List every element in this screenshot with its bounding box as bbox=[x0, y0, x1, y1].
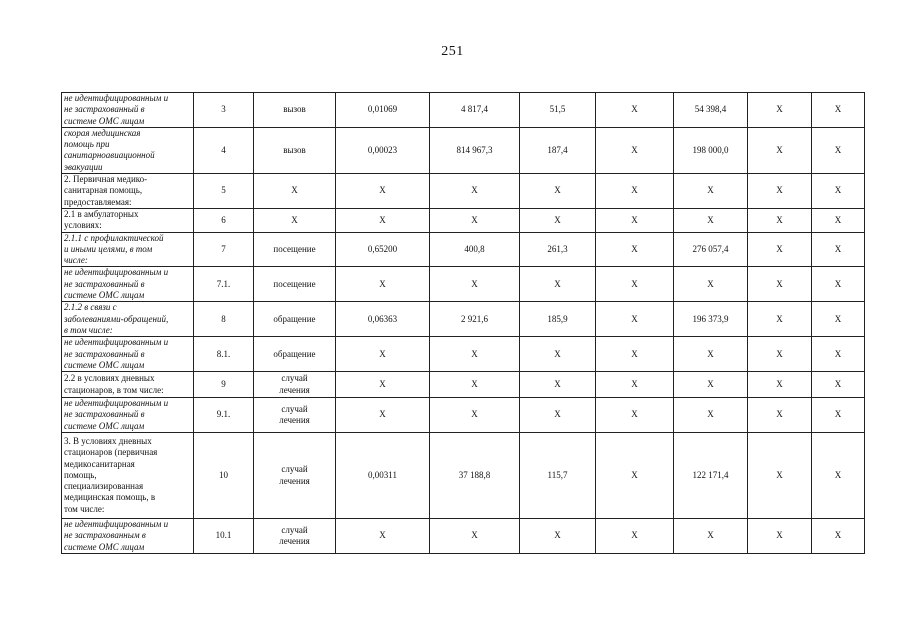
extra-cell-1: X bbox=[748, 372, 812, 398]
per-capita-cell: 187,4 bbox=[520, 127, 596, 173]
budget-cell: X bbox=[596, 174, 674, 209]
volume-cell: X bbox=[336, 174, 430, 209]
unit-cell: вызов bbox=[254, 93, 336, 128]
table-row bbox=[62, 433, 865, 519]
table-row bbox=[62, 232, 865, 267]
extra-cell-2: X bbox=[812, 267, 865, 302]
cost-cell: X bbox=[430, 174, 520, 209]
budget-cell: X bbox=[596, 337, 674, 372]
per-capita-cell: X bbox=[520, 372, 596, 398]
budget-cell: X bbox=[596, 398, 674, 433]
row-number-cell: 5 bbox=[194, 174, 254, 209]
volume-cell: 0,01069 bbox=[336, 93, 430, 128]
table-row bbox=[62, 372, 865, 398]
per-capita-cell: 115,7 bbox=[520, 433, 596, 519]
oms-cost-cell: X bbox=[674, 208, 748, 232]
row-label-cell: 2.1 в амбулаторных условиях: bbox=[62, 208, 194, 232]
row-label-cell: не идентифицированным и не застрахованный в системе ОМС лицам bbox=[62, 93, 194, 128]
budget-cell: X bbox=[596, 93, 674, 128]
cost-cell: 4 817,4 bbox=[430, 93, 520, 128]
per-capita-cell: 51,5 bbox=[520, 93, 596, 128]
oms-cost-cell: 276 057,4 bbox=[674, 232, 748, 267]
row-label-cell: 2. Первичная медико- санитарная помощь, предоставляемая: bbox=[62, 174, 194, 209]
oms-cost-cell: X bbox=[674, 174, 748, 209]
cost-cell: X bbox=[430, 267, 520, 302]
extra-cell-2: X bbox=[812, 433, 865, 519]
cost-cell: 814 967,3 bbox=[430, 127, 520, 173]
table-row bbox=[62, 398, 865, 433]
extra-cell-1: X bbox=[748, 433, 812, 519]
unit-cell: X bbox=[254, 208, 336, 232]
per-capita-cell: X bbox=[520, 174, 596, 209]
unit-cell: обращение bbox=[254, 302, 336, 337]
extra-cell-2: X bbox=[812, 93, 865, 128]
extra-cell-2: X bbox=[812, 174, 865, 209]
budget-cell: X bbox=[596, 208, 674, 232]
row-label-cell: 3. В условиях дневных стационаров (первичная медикосанитарная помощь, специализированная медицинская помощь, в том числе: bbox=[62, 433, 194, 519]
unit-cell: X bbox=[254, 174, 336, 209]
table-row bbox=[62, 208, 865, 232]
row-number-cell: 10.1 bbox=[194, 519, 254, 554]
row-label-cell: не идентифицированным и не застрахованным в системе ОМС лицам bbox=[62, 519, 194, 554]
table-row bbox=[62, 267, 865, 302]
cost-cell: 400,8 bbox=[430, 232, 520, 267]
oms-cost-cell: X bbox=[674, 267, 748, 302]
table-row bbox=[62, 174, 865, 209]
extra-cell-2: X bbox=[812, 232, 865, 267]
row-label-cell: не идентифицированным и не застрахованный в системе ОМС лицам bbox=[62, 267, 194, 302]
volume-cell: 0,00311 bbox=[336, 433, 430, 519]
table-row bbox=[62, 93, 865, 128]
oms-cost-cell: X bbox=[674, 372, 748, 398]
volume-cell: 0,65200 bbox=[336, 232, 430, 267]
extra-cell-2: X bbox=[812, 372, 865, 398]
row-label-cell: не идентифицированным и не застрахованный в системе ОМС лицам bbox=[62, 398, 194, 433]
per-capita-cell: X bbox=[520, 337, 596, 372]
extra-cell-2: X bbox=[812, 519, 865, 554]
budget-cell: X bbox=[596, 127, 674, 173]
extra-cell-2: X bbox=[812, 337, 865, 372]
per-capita-cell: 261,3 bbox=[520, 232, 596, 267]
per-capita-cell: X bbox=[520, 398, 596, 433]
row-number-cell: 7.1. bbox=[194, 267, 254, 302]
cost-cell: X bbox=[430, 337, 520, 372]
extra-cell-2: X bbox=[812, 398, 865, 433]
unit-cell: посещение bbox=[254, 232, 336, 267]
row-number-cell: 10 bbox=[194, 433, 254, 519]
table-row bbox=[62, 337, 865, 372]
per-capita-cell: X bbox=[520, 519, 596, 554]
table-row bbox=[62, 302, 865, 337]
per-capita-cell: 185,9 bbox=[520, 302, 596, 337]
per-capita-cell: X bbox=[520, 208, 596, 232]
tariff-table bbox=[61, 92, 865, 554]
row-label-cell: не идентифицированным и не застрахованный в системе ОМС лицам bbox=[62, 337, 194, 372]
table-row bbox=[62, 519, 865, 554]
extra-cell-1: X bbox=[748, 267, 812, 302]
unit-cell: случай лечения bbox=[254, 398, 336, 433]
table-body bbox=[62, 93, 865, 554]
unit-cell: случай лечения bbox=[254, 433, 336, 519]
oms-cost-cell: 54 398,4 bbox=[674, 93, 748, 128]
extra-cell-1: X bbox=[748, 127, 812, 173]
cost-cell: 2 921,6 bbox=[430, 302, 520, 337]
cost-cell: X bbox=[430, 398, 520, 433]
row-number-cell: 7 bbox=[194, 232, 254, 267]
oms-cost-cell: X bbox=[674, 337, 748, 372]
extra-cell-1: X bbox=[748, 232, 812, 267]
volume-cell: 0,00023 bbox=[336, 127, 430, 173]
cost-cell: X bbox=[430, 519, 520, 554]
unit-cell: случай лечения bbox=[254, 372, 336, 398]
volume-cell: 0,06363 bbox=[336, 302, 430, 337]
oms-cost-cell: 196 373,9 bbox=[674, 302, 748, 337]
cost-cell: X bbox=[430, 372, 520, 398]
volume-cell: X bbox=[336, 337, 430, 372]
row-number-cell: 8.1. bbox=[194, 337, 254, 372]
row-label-cell: скорая медицинская помощь при санитарноавиационной эвакуации bbox=[62, 127, 194, 173]
budget-cell: X bbox=[596, 372, 674, 398]
oms-cost-cell: X bbox=[674, 519, 748, 554]
extra-cell-1: X bbox=[748, 302, 812, 337]
row-number-cell: 6 bbox=[194, 208, 254, 232]
row-number-cell: 3 bbox=[194, 93, 254, 128]
per-capita-cell: X bbox=[520, 267, 596, 302]
unit-cell: посещение bbox=[254, 267, 336, 302]
volume-cell: X bbox=[336, 372, 430, 398]
row-number-cell: 8 bbox=[194, 302, 254, 337]
row-label-cell: 2.2 в условиях дневных стационаров, в том числе: bbox=[62, 372, 194, 398]
table-row bbox=[62, 127, 865, 173]
extra-cell-2: X bbox=[812, 302, 865, 337]
oms-cost-cell: 122 171,4 bbox=[674, 433, 748, 519]
extra-cell-2: X bbox=[812, 208, 865, 232]
row-number-cell: 9 bbox=[194, 372, 254, 398]
extra-cell-1: X bbox=[748, 398, 812, 433]
extra-cell-1: X bbox=[748, 208, 812, 232]
budget-cell: X bbox=[596, 267, 674, 302]
budget-cell: X bbox=[596, 433, 674, 519]
page-number: 251 bbox=[441, 44, 464, 59]
extra-cell-2: X bbox=[812, 127, 865, 173]
volume-cell: X bbox=[336, 208, 430, 232]
extra-cell-1: X bbox=[748, 519, 812, 554]
unit-cell: вызов bbox=[254, 127, 336, 173]
unit-cell: случай лечения bbox=[254, 519, 336, 554]
budget-cell: X bbox=[596, 302, 674, 337]
extra-cell-1: X bbox=[748, 174, 812, 209]
oms-cost-cell: X bbox=[674, 398, 748, 433]
cost-cell: X bbox=[430, 208, 520, 232]
row-label-cell: 2.1.1 с профилактической и иными целями, в том числе: bbox=[62, 232, 194, 267]
budget-cell: X bbox=[596, 519, 674, 554]
cost-cell: 37 188,8 bbox=[430, 433, 520, 519]
volume-cell: X bbox=[336, 398, 430, 433]
volume-cell: X bbox=[336, 519, 430, 554]
unit-cell: обращение bbox=[254, 337, 336, 372]
row-label-cell: 2.1.2 в связи с заболеваниями-обращений, в том числе: bbox=[62, 302, 194, 337]
extra-cell-1: X bbox=[748, 93, 812, 128]
row-number-cell: 9.1. bbox=[194, 398, 254, 433]
row-number-cell: 4 bbox=[194, 127, 254, 173]
volume-cell: X bbox=[336, 267, 430, 302]
extra-cell-1: X bbox=[748, 337, 812, 372]
oms-cost-cell: 198 000,0 bbox=[674, 127, 748, 173]
budget-cell: X bbox=[596, 232, 674, 267]
